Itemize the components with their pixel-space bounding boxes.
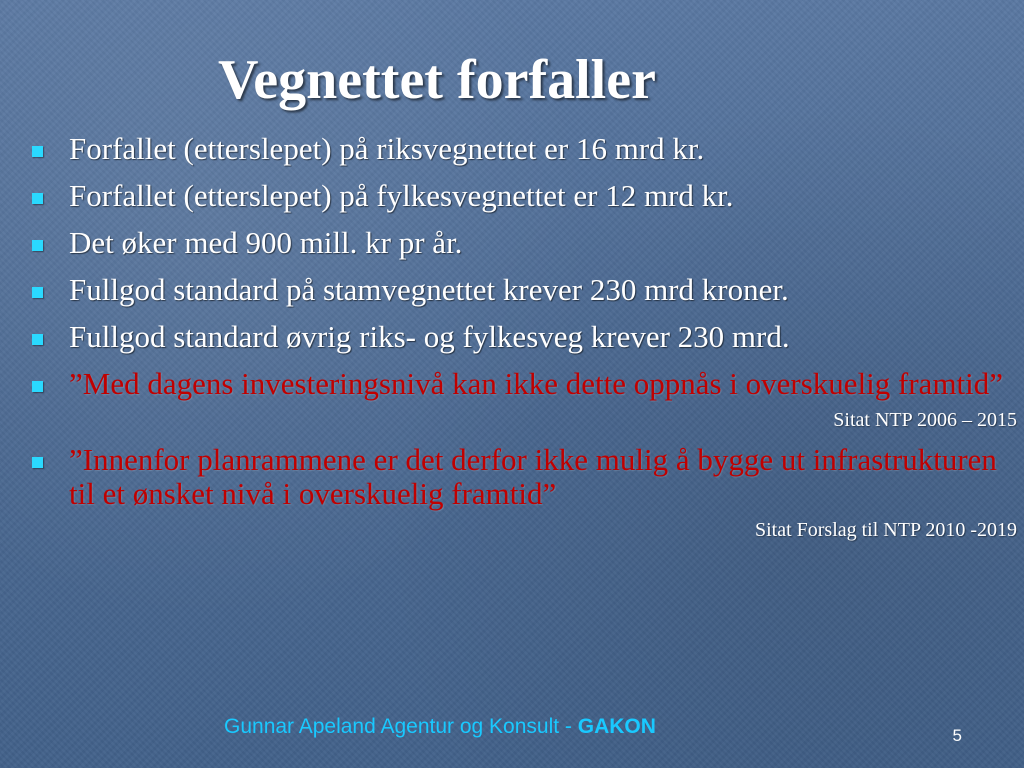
quote-text: ”Med dagens investeringsnivå kan ikke dette oppnås i overskuelig framtid” <box>69 366 1004 401</box>
footer <box>224 715 656 739</box>
bullet-item <box>30 226 1005 260</box>
quote-bullet-item <box>30 443 1005 511</box>
bullet-text: Forfallet (etterslepet) på riksvegnettet er 16 mrd kr. <box>69 131 705 166</box>
citation: Sitat Forslag til NTP 2010 -2019 <box>754 519 1017 541</box>
bullet-item <box>30 320 1005 354</box>
bullet-text: Forfallet (etterslepet) på fylkesvegnettet er 12 mrd kr. <box>69 178 734 213</box>
square-bullet-icon <box>32 193 43 204</box>
bullet-text: Fullgod standard på stamvegnettet krever 230 mrd kroner. <box>69 272 789 307</box>
footer-brand: GAKON <box>577 715 656 738</box>
square-bullet-icon <box>32 240 43 251</box>
bullet-item <box>30 273 1005 307</box>
slide-title: Vegnettet forfaller <box>218 49 656 111</box>
citation: Sitat NTP 2006 – 2015 <box>833 409 1017 431</box>
bullet-list <box>30 131 1017 553</box>
square-bullet-icon <box>32 287 43 298</box>
square-bullet-icon <box>32 334 43 345</box>
quote-bullet-item <box>30 367 1005 401</box>
square-bullet-icon <box>32 381 43 392</box>
square-bullet-icon <box>32 457 43 468</box>
bullet-item <box>30 132 1005 166</box>
bullet-text: Fullgod standard øvrig riks- og fylkesveg krever 230 mrd. <box>69 319 790 354</box>
bullet-text: Det øker med 900 mill. kr pr år. <box>69 225 463 260</box>
bullet-item <box>30 179 1005 213</box>
footer-text: Gunnar Apeland Agentur og Konsult - <box>224 715 578 738</box>
quote-text: ”Innenfor planrammene er det derfor ikke mulig å bygge ut infrastrukturen til et ønsket nivå i overskuelig framtid” <box>69 442 997 511</box>
square-bullet-icon <box>32 146 43 157</box>
page-number: 5 <box>952 726 962 745</box>
